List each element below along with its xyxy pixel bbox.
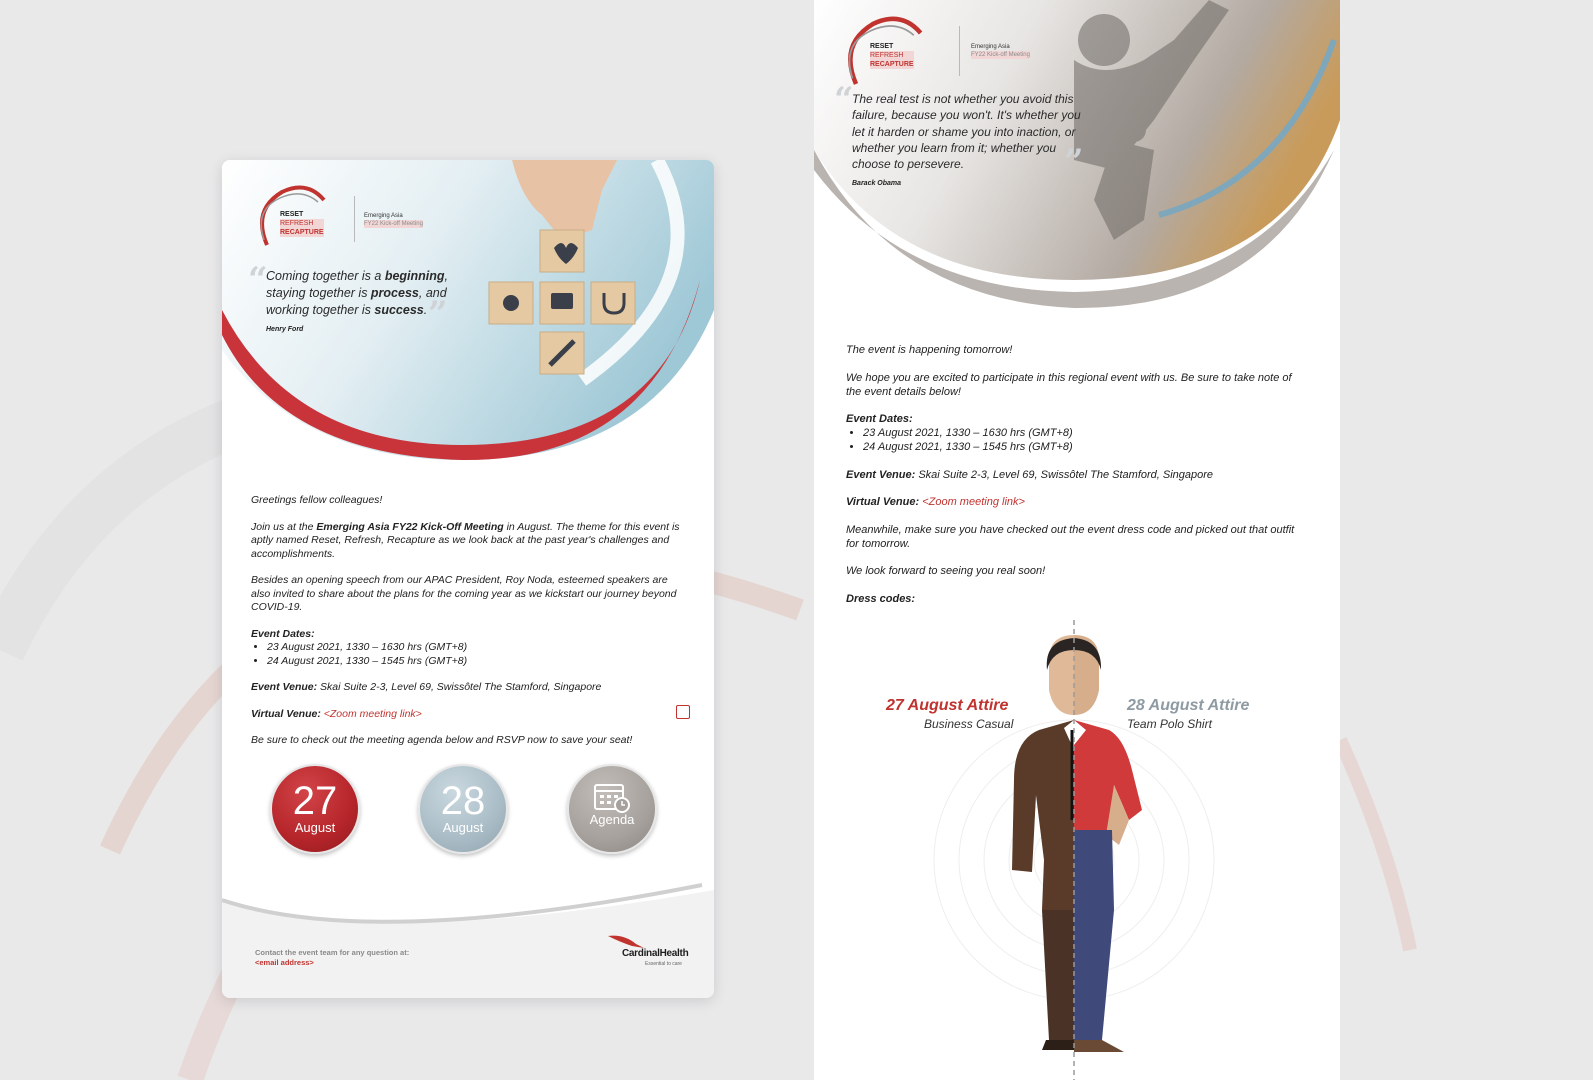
event-dates-list	[846, 426, 1306, 454]
intro-line: The event is happening tomorrow!	[846, 344, 1013, 356]
open-quote-icon: “	[248, 260, 268, 300]
attire-28-subtitle: Team Polo Shirt	[1127, 717, 1212, 731]
attire-illustration	[914, 620, 1244, 1080]
virtual-venue: Virtual Venue: <Zoom meeting link>	[846, 496, 1025, 508]
add-calendar-icon[interactable]	[676, 705, 690, 719]
logo-text: RESET REFRESH RECAPTURE	[280, 211, 324, 236]
logo-divider	[354, 196, 355, 242]
event-tag: Emerging Asia FY22 Kick-off Meeting	[971, 44, 1030, 58]
greeting: Greetings fellow colleagues!	[251, 494, 383, 506]
footer-contact: Contact the event team for any question at: <email address>	[255, 948, 410, 967]
close-quote-icon: ”	[1064, 142, 1084, 182]
quote-author: Henry Ford	[266, 326, 304, 333]
attire-28-title: 28 August Attire	[1127, 697, 1250, 714]
dress-codes-label: Dress codes:	[846, 592, 916, 605]
august-28-button[interactable]: 28 August	[418, 764, 508, 854]
virtual-venue: Virtual Venue: <Zoom meeting link>	[251, 707, 422, 720]
calendar-clock-icon	[593, 781, 631, 813]
zoom-meeting-link[interactable]: <Zoom meeting link>	[919, 496, 1025, 508]
dress-code-paragraph: Meanwhile, make sure you have checked out the event dress code and picked out that outfit for tomorrow.	[846, 523, 1295, 550]
logo-divider	[959, 26, 960, 76]
august-27-button[interactable]: 27 August	[270, 764, 360, 854]
email-panel-reminder	[814, 0, 1340, 1080]
zoom-meeting-link[interactable]: <Zoom meeting link>	[320, 707, 422, 720]
date-item: • 23 August 2021, 1330 – 1630 hrs (GMT+8)	[267, 641, 681, 655]
speakers-paragraph: Besides an opening speech from our APAC President, Roy Noda, esteemed speakers are also invited to share about the plans for the coming year as we kickstart our journey beyond COVID-19.	[251, 574, 677, 613]
closing-line: We look forward to seeing you real soon!	[846, 565, 1046, 577]
cardinal-health-logo: CardinalHealth	[622, 948, 689, 959]
quote-author: Barack Obama	[852, 180, 902, 187]
event-dates-label: Event Dates:	[846, 413, 913, 425]
attire-27-subtitle: Business Casual	[924, 717, 1014, 731]
email-card-invitation	[222, 160, 714, 998]
invitation-body	[251, 494, 681, 761]
quote-text: Coming together is a beginning, staying together is process, and working together is success.	[266, 269, 449, 317]
closing-line: Be sure to check out the meeting agenda below and RSVP now to save your seat!	[251, 734, 633, 746]
email-address-link[interactable]: <email address>	[255, 958, 314, 967]
quote-text: The real test is not whether you avoid this failure, because you won't. It's whether you let it harden or shame you into inaction, or whether you learn from it; whether you choose to persevere.	[852, 92, 1081, 172]
close-quote-icon: ”	[428, 294, 448, 334]
attire-27-title: 27 August Attire	[886, 697, 1009, 714]
excited-paragraph: We hope you are excited to participate in this regional event with us. Be sure to take note of the event details below!	[846, 371, 1292, 398]
date-item: • 24 August 2021, 1330 – 1545 hrs (GMT+8)	[863, 440, 1306, 454]
intro-paragraph: Join us at the Emerging Asia FY22 Kick-Off Meeting in August. The theme for this event is aptly named Reset, Refresh, Recapture as we look back at the past year's challenges and accomplishments.	[251, 520, 680, 560]
event-dates-list	[251, 641, 681, 668]
logo-text: RESET REFRESH RECAPTURE	[870, 43, 914, 68]
event-tag: Emerging Asia FY22 Kick-off Meeting	[364, 213, 423, 227]
event-venue: Event Venue: Skai Suite 2-3, Level 69, Swissôtel The Stamford, Singapore	[251, 681, 602, 693]
reminder-body	[846, 343, 1306, 619]
agenda-button[interactable]: Agenda	[567, 764, 657, 854]
date-item: • 23 August 2021, 1330 – 1630 hrs (GMT+8)	[863, 426, 1306, 440]
brand-tagline: Essential to care	[645, 961, 682, 967]
event-venue: Event Venue: Skai Suite 2-3, Level 69, Swissôtel The Stamford, Singapore	[846, 468, 1214, 481]
event-dates-label: Event Dates:	[251, 627, 315, 640]
open-quote-icon: “	[834, 80, 854, 120]
footer-swoosh	[222, 860, 714, 998]
date-item: • 24 August 2021, 1330 – 1545 hrs (GMT+8)	[267, 655, 681, 669]
